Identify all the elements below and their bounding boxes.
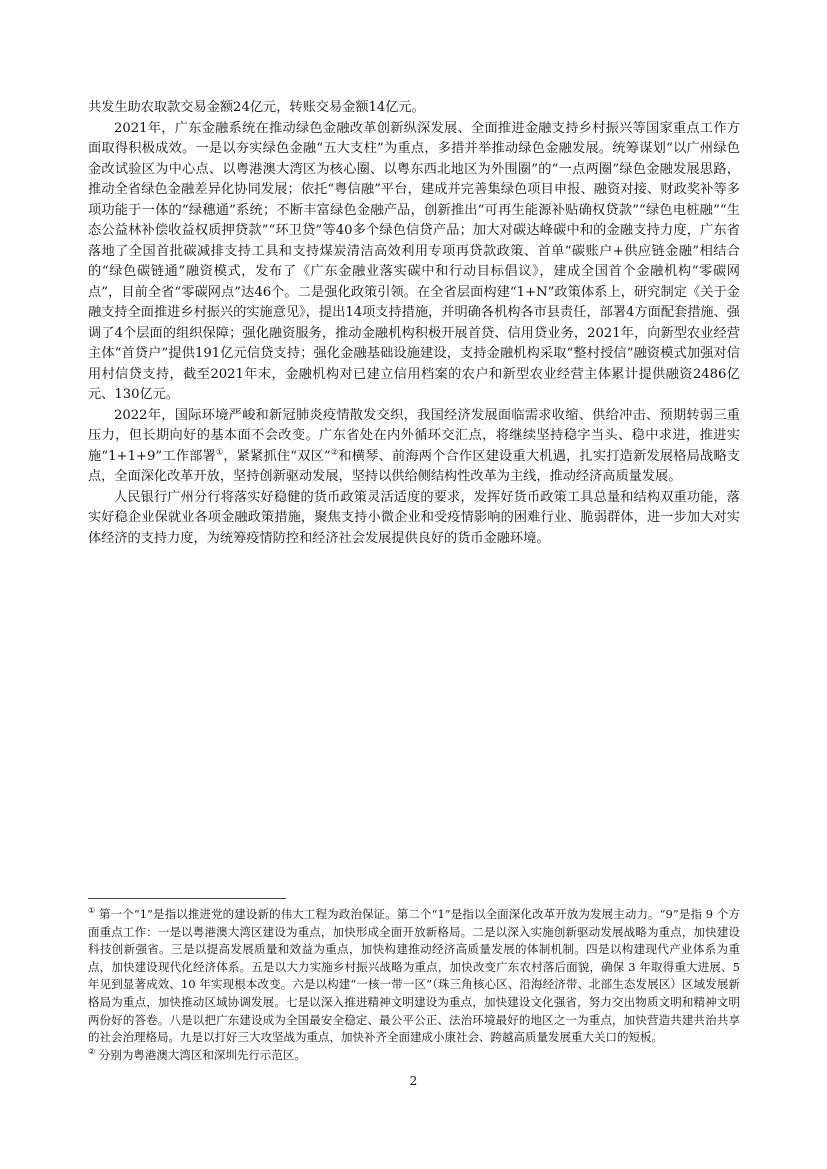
footnote-2-text: 分别为粤港澳大湾区和深圳先行示范区。: [95, 1047, 306, 1062]
footnote-2: [88, 1047, 740, 1065]
footnotes: [88, 906, 740, 1064]
body-text: [88, 98, 740, 549]
footnote-mark-2: ②: [88, 1046, 96, 1056]
paragraph-3-text-c: 和横琴、前海两个合作区建设重大机遇，扎实打造新发展格局战略支点，全面深化改革开放，坚持创新驱动发展，坚持以供给侧结构性改革为主线，推动经济高质量发展。: [88, 448, 741, 484]
footnote-ref-2: ②: [330, 447, 339, 457]
paragraph-3-text-b: ，紧紧抓住“双区”: [223, 448, 331, 464]
footnote-separator: [88, 898, 286, 899]
paragraph-1: 共发生助农取款交易金额24亿元，转账交易金额14亿元。: [88, 100, 425, 115]
paragraph-3-text-a: 2022年，国际环境严峻和新冠肺炎疫情散发交织，我国经济发展面临需求收缩、供给冲击、预期转弱三重压力，但长期向好的基本面不会改变。广东省处在内外循环交汇点，将继续坚持稳字当头、稳中求进，推进实施“1+1+9”工作部署: [88, 407, 740, 464]
paragraph-4: 人民银行广州分行将落实好稳健的货币政策灵活适度的要求，发挥好货币政策工具总量和结构双重功能，落实好稳企业保就业各项金融政策措施，聚焦支持小微企业和受疫情影响的困难行业、脆弱群体，进一步加大对实体经济的支持力度，为统筹疫情防控和经济社会发展提供良好的货币金融环境。: [88, 489, 740, 546]
footnote-mark-1: ①: [88, 906, 96, 916]
page-number: 2: [409, 1074, 418, 1088]
footnote-1: [88, 906, 740, 1047]
paragraph-3: [88, 406, 740, 488]
footnote-ref-1: ①: [215, 447, 224, 457]
paragraph-2: 2021年，广东金融系统在推动绿色金融改革创新纵深发展、全面推进金融支持乡村振兴等国家重点工作方面取得积极成效。一是以夯实绿色金融“五大支柱”为重点，多措并举推动绿色金融发展。统筹谋划“以广州绿色金改试验区为中心点、以粤港澳大湾区为核心圈、以粤东西北地区为外围圈”的“一点两圈”绿色金融发展思路，推动全省绿色金融差异化协同发展；依托“粤信融”平台，建成并完善集绿色项目申报、融资对接、财政奖补等多项功能于一体的“绿穗通”系统；不断丰富绿色金融产品，创新推出“可再生能源补贴确权贷款”“绿色电桩融”“生态公益林补偿收益权质押贷款”“环卫贷”等40多个绿色信贷产品；加大对碳达峰碳中和的金融支持力度，广东省落地了全国首批碳减排支持工具和支持煤炭清洁高效利用专项再贷款政策、首单“碳账户+供应链金融”相结合的“绿色碳链通”融资模式，发布了《广东金融业落实碳中和行动目标倡议》，建成全国首个金融机构“零碳网点”，目前全省“零碳网点”达46个。二是强化政策引领。在全省层面构建“1+N”政策体系上，研究制定《关于金融支持全面推进乡村振兴的实施意见》，提出14项支持措施，并明确各机构各市县责任，部署4方面配套措施、强调了4个层面的组织保障；强化融资服务，推动金融机构积极开展首贷、信用贷业务，2021年，向新型农业经营主体“首贷户”提供191亿元信贷支持；强化金融基础设施建设，支持金融机构采取“整村授信”融资模式加强对信用村信贷支持，截至2021年末，金融机构对已建立信用档案的农户和新型农业经营主体累计提供融资2486亿元、130亿元。: [88, 120, 740, 402]
footnote-1-text: 第一个“1”是指以推进党的建设新的伟大工程为政治保证。第二个“1”是指以全面深化改革开放为发展主动力。“9”是指 9 个方面重点工作：一是以粤港澳大湾区建设为重点，加快形成全面开放新格局。二是以深入实施创新驱动发展战略为重点，加快建设科技创新强省。三是以提高发展质量和效益为重点，加快构建推动经济高质量发展的体制机制。四是以构建现代产业体系为重点，加快建设现代化经济体系。五是以大力实施乡村振兴战略为重点，加快改变广东农村落后面貌，确保 3 年取得重大进展、5 年见到显著成效、10 年实现根本改变。六是以构建“一核一带一区”（珠三角核心区、沿海经济带、北部生态发展区）区域发展新格局为重点，加快推动区域协调发展。七是以深入推进精神文明建设为重点，加快建设文化强省，努力交出物质文明和精神文明两份好的答卷。八是以把广东建设成为全国最安全稳定、最公平公正、法治环境最好的地区之一为重点，加快营造共建共治共享的社会治理格局。九是以打好三大攻坚战为重点，加快补齐全面建成小康社会、跨越高质量发展重大关口的短板。: [88, 907, 740, 1045]
